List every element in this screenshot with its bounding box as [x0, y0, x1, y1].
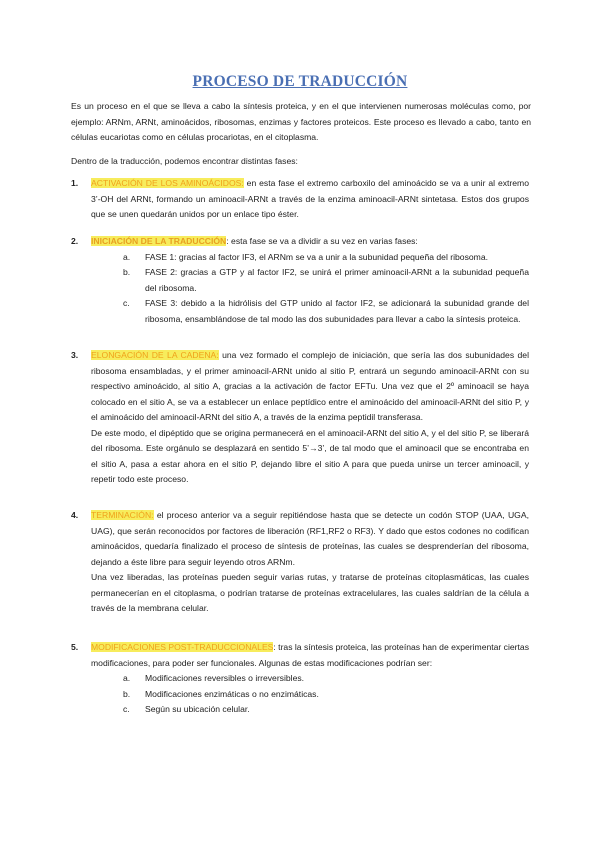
- section-text: [91, 640, 529, 671]
- section-body-2: De este modo, el dipéptido que se origina permanecerá en el aminoacil-ARNt del sitio A, y el del sitio P, se liberará del ribosoma. Este orgánulo se desplazará en sentido 5’→3’, de tal modo que el aminoacil que se encontraba en el sitio A, pasa a estar ahora en el sitio P, dejando libre el sitio A para que pueda unirse un tercer aminoacil, y repetir todo este proceso.: [91, 427, 529, 484]
- section-modifications: [71, 640, 529, 718]
- list-item: [123, 250, 529, 266]
- section-body: : esta fase se va a dividir a su vez en varias fases:: [226, 236, 418, 246]
- intro-paragraph: Es un proceso en el que se lleva a cabo la síntesis proteica, y en el que intervienen numerosas moléculas como, por ejemplo: ARNm, ARNt, aminoácidos, ribosomas, enzimas y factores proteicos. Este proceso es llevado a cabo, tanto en células eucariotas como en células procariotas, en el citoplasma.: [71, 101, 531, 142]
- section-number: 2.: [71, 236, 79, 246]
- section-text: [91, 348, 529, 426]
- list-letter: a.: [123, 673, 131, 683]
- list-text: FASE 3: debido a la hidrólisis del GTP unido al factor IF2, se adicionará la subunidad grande del ribosoma, ensamblándose de tal modo las dos subunidades para llevar a cabo la síntesis proteica.: [145, 298, 529, 324]
- section-body: en esta fase el extremo carboxilo del aminoácido se va a unir al extremo 3’-OH del ARNt, formando un aminoacil-ARNt a través de la enzima aminoacil-ARNt sintetasa. Estos dos grupos que se unen quedarán unidos por un enlace tipo éster.: [91, 178, 529, 219]
- section-heading: ELONGACIÓN DE LA CADENA:: [91, 350, 219, 360]
- list-item: [123, 702, 529, 718]
- section-text: [91, 176, 529, 223]
- page-title: PROCESO DE TRADUCCIÓN: [192, 73, 408, 90]
- section-text: [91, 508, 529, 570]
- list-text: FASE 2: gracias a GTP y al factor IF2, se unirá el primer aminoacil-ARNt a la subunidad pequeña del ribosoma.: [145, 267, 529, 293]
- section-text: [91, 234, 529, 250]
- section-number: 1.: [71, 178, 79, 188]
- section-activation: [71, 176, 529, 223]
- section-heading: TERMINACIÓN:: [91, 510, 154, 520]
- section-body: una vez formado el complejo de iniciación, que sería las dos subunidades del ribosoma ensambladas, y el primer aminoacil-ARNt unido al sitio P, entrará un segundo aminoacil-ARNt con su respectivo aminoácido, al sitio A, gracias a la activación de factor EFTu. Una vez que el 2º aminoacil se haya colocado en el sitio A, se va a establecer un enlace peptídico entre el aminoácido del aminoacil-ARNt del sitio P, y el aminoácido del aminoacil-ARNt del sitio A, a través de la enzima peptidil transferasa.: [91, 350, 529, 422]
- section-body: el proceso anterior va a seguir repitiéndose hasta que se detecte un codón STOP (UAA, UGA, UAG), que serán reconocidos por factores de liberación (RF1,RF2 o RF3). Y dado que estos codones no codifican aminoácidos, quedaría finalizado el proceso de síntesis de proteínas, las cuales se desprenderían del ribosoma, dejando a éste libre para seguir leyendo otros ARNm.: [91, 510, 529, 567]
- section-number: 5.: [71, 642, 79, 652]
- list-letter: c.: [123, 704, 130, 714]
- section-termination: [71, 508, 529, 617]
- list-item: [123, 687, 529, 703]
- section-body-2: Una vez liberadas, las proteínas pueden seguir varias rutas, y tratarse de proteínas citoplasmáticas, las cuales permanecerían en el citoplasma, o podrían tratarse de proteínas extracelulares, las cuales saldrían de la célula a través de la membrana celular.: [91, 572, 529, 613]
- list-item: [123, 671, 529, 687]
- sublist: [123, 250, 529, 328]
- list-letter: b.: [123, 688, 131, 699]
- section-elongation: [71, 348, 529, 488]
- section-initiation: [71, 234, 529, 327]
- list-letter: b.: [123, 267, 131, 277]
- list-text: FASE 1: gracias al factor IF3, el ARNm se va a unir a la subunidad pequeña del ribosoma.: [145, 251, 488, 262]
- list-text: Modificaciones reversibles o irreversibles.: [145, 673, 305, 683]
- list-letter: a.: [123, 251, 131, 262]
- phases-intro: Dentro de la traducción, podemos encontrar distintas fases:: [71, 156, 298, 166]
- section-heading: MODIFICACIONES POST-TRADUCCIONALES: [91, 642, 274, 652]
- list-item: [123, 265, 529, 296]
- section-body: : tras la síntesis proteica, las proteínas han de experimentar ciertas modificaciones, para poder ser funcionales. Algunas de estas modificaciones podrían ser:: [91, 642, 529, 668]
- list-letter: c.: [123, 298, 130, 308]
- sublist: [123, 671, 529, 718]
- section-heading: ACTIVACIÓN DE LOS AMINOÁCIDOS:: [91, 178, 244, 188]
- list-text: Modificaciones enzimáticas o no enzimáticas.: [145, 688, 319, 699]
- section-number: 3.: [71, 350, 79, 360]
- section-heading: INICIACIÓN DE LA TRADUCCIÓN: [91, 236, 227, 246]
- section-number: 4.: [71, 510, 79, 520]
- list-item: [123, 296, 529, 327]
- list-text: Según su ubicación celular.: [145, 704, 250, 714]
